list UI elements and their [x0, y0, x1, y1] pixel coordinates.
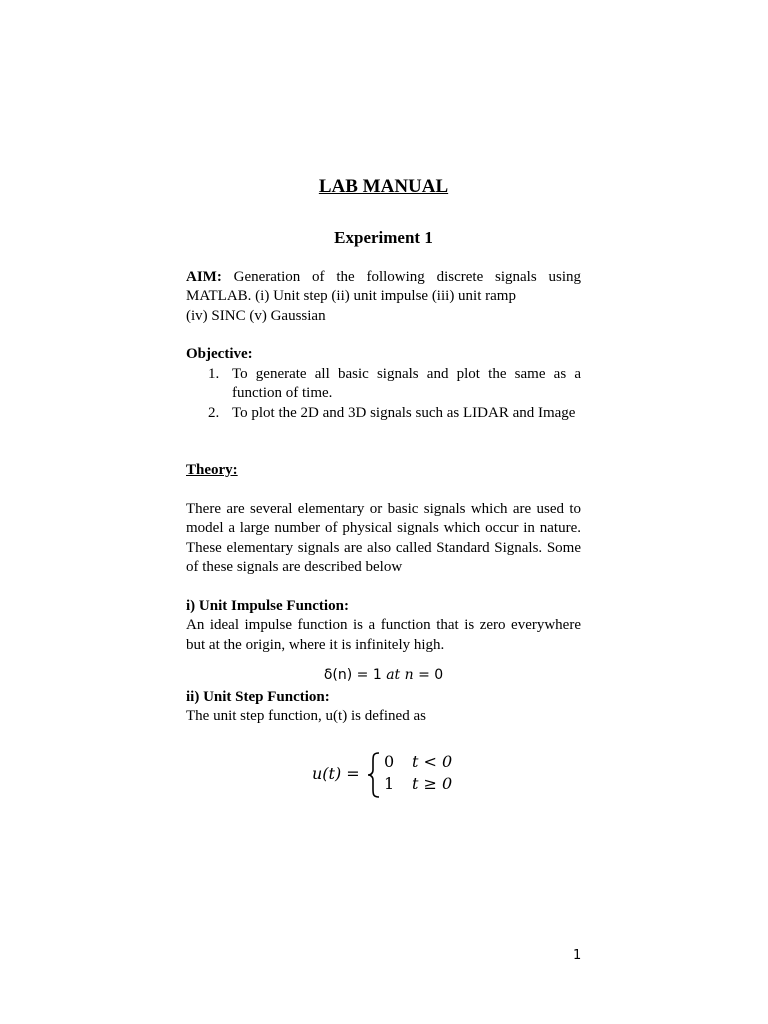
step-case-row	[384, 752, 452, 771]
left-brace-icon	[367, 752, 381, 798]
impulse-equation-at: at n	[386, 667, 414, 683]
impulse-paragraph: An ideal impulse function is a function that is zero everywhere but at the origin, where it is infinitely high.	[186, 617, 581, 653]
theory-paragraph: There are several elementary or basic signals which are used to model a large number of physical signals which occur in nature. These elementary signals are also called Standard Signals. Some of these signals are described below	[186, 501, 581, 576]
list-item-number: 2.	[208, 404, 220, 421]
step-case-condition: t < 0	[412, 752, 453, 771]
impulse-equation-eq: = 1	[352, 667, 387, 683]
step-equation-lhs: u(t) =	[312, 764, 360, 783]
list-item-text: To plot the 2D and 3D signals such as LIDAR and Image	[232, 404, 576, 421]
impulse-section	[186, 597, 581, 655]
impulse-equation-rhs: = 0	[413, 667, 444, 683]
step-section	[186, 688, 581, 727]
aim-label: AIM:	[186, 269, 222, 285]
step-heading: ii) Unit Step Function:	[186, 689, 330, 705]
impulse-equation	[186, 665, 581, 685]
aim-text-line1: Generation of the following discrete signals using MATLAB. (i) Unit step (ii) unit impulse (iii) unit ramp	[186, 269, 581, 305]
list-item-text: To generate all basic signals and plot the same as a function of time.	[232, 366, 581, 402]
page-title: LAB MANUAL	[318, 176, 449, 197]
objective-list	[186, 365, 581, 423]
objective-heading: Objective:	[186, 346, 253, 362]
step-case-row	[384, 774, 452, 793]
aim-paragraph	[186, 268, 581, 326]
aim-text-line2: (iv) SINC (v) Gaussian	[186, 307, 326, 324]
impulse-heading: i) Unit Impulse Function:	[186, 598, 349, 614]
list-item-number: 1.	[208, 366, 220, 382]
experiment-heading: Experiment 1	[334, 228, 433, 247]
theory-heading: Theory:	[186, 462, 238, 478]
step-case-value: 1	[384, 774, 395, 793]
page-number: 1	[573, 948, 582, 963]
step-case-value: 0	[384, 752, 395, 771]
list-item	[186, 404, 581, 423]
step-paragraph: The unit step function, u(t) is defined as	[186, 708, 426, 725]
list-item	[186, 365, 581, 404]
step-equation	[312, 752, 462, 798]
impulse-equation-lhs: δ(n)	[323, 667, 353, 683]
step-case-condition: t ≥ 0	[412, 774, 453, 793]
